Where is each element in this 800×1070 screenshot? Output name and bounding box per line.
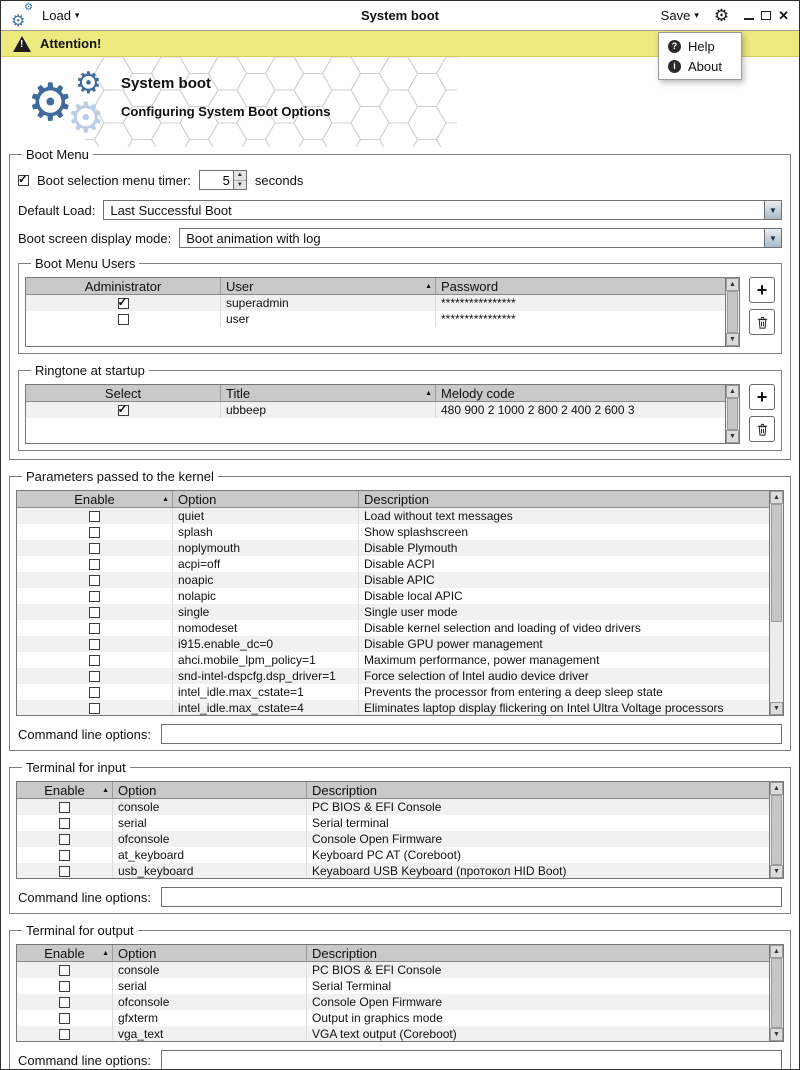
ringtone-group [18, 363, 782, 451]
help-icon: ? [668, 40, 681, 53]
title-cell: ubbeep [221, 402, 436, 418]
sort-asc-icon: ▲ [425, 283, 432, 290]
option-cell: intel_idle.max_cstate=1 [173, 684, 359, 700]
enable-checkbox[interactable] [89, 511, 100, 522]
column-header-description[interactable]: Description [312, 782, 378, 798]
option-cell: console [113, 962, 307, 978]
description-cell: Console Open Firmware [312, 832, 443, 846]
terminal-input-row[interactable] [17, 847, 769, 863]
display-mode-value: Boot animation with log [186, 230, 321, 246]
option-cell: ahci.mobile_lpm_policy=1 [173, 652, 359, 668]
add-user-button[interactable] [749, 277, 775, 303]
timer-value-input[interactable] [200, 171, 233, 189]
ringtone-table [25, 384, 740, 444]
description-cell: Output in graphics mode [312, 1011, 443, 1025]
column-header-password[interactable]: Password [441, 278, 499, 294]
terminal-output-scrollbar[interactable] [769, 945, 783, 1041]
scroll-thumb[interactable] [771, 795, 782, 865]
melody-cell: 480 900 2 1000 2 800 2 400 2 600 3 [441, 403, 635, 417]
kernel-cmdline-label: Command line options: [18, 726, 151, 742]
user-row[interactable] [26, 311, 725, 327]
spin-up-icon[interactable]: ▲ [234, 171, 246, 181]
settings-popup-menu [658, 32, 742, 80]
column-header-administrator[interactable]: Administrator [26, 278, 221, 294]
user-cell: user [221, 311, 436, 327]
password-cell: **************** [441, 312, 516, 326]
about-icon: i [668, 60, 681, 73]
option-cell: i915.enable_dc=0 [173, 636, 359, 652]
add-ringtone-button[interactable] [749, 384, 775, 410]
scroll-up-icon[interactable]: ▲ [770, 491, 783, 504]
display-mode-dropdown[interactable] [179, 228, 782, 248]
kernel-params-group [9, 469, 791, 751]
option-cell: serial [113, 978, 307, 994]
scroll-thumb[interactable] [727, 291, 738, 333]
terminal-output-table-header [17, 945, 769, 962]
ringtone-table-body [26, 402, 725, 418]
description-cell: Disable kernel selection and loading of video drivers [364, 621, 641, 635]
option-cell: single [173, 604, 359, 620]
column-header-enable[interactable]: Enable ▲ [17, 945, 113, 961]
description-cell: VGA text output (Coreboot) [312, 1027, 457, 1041]
user-row[interactable] [26, 295, 725, 311]
gear-small-icon: ⚙ [75, 67, 102, 100]
column-header-title[interactable]: Title ▲ [221, 385, 436, 401]
enable-checkbox[interactable] [89, 703, 100, 714]
sort-asc-icon: ▲ [102, 787, 109, 794]
plus-icon: + [756, 280, 768, 300]
save-menu-label: Save [660, 8, 691, 23]
description-cell: Serial Terminal [312, 979, 392, 993]
enable-checkbox[interactable] [59, 1013, 70, 1024]
gear-small-icon: ⚙ [24, 1, 33, 13]
table-filler [26, 327, 725, 346]
option-cell: ofconsole [113, 831, 307, 847]
enable-checkbox[interactable] [89, 591, 100, 602]
kernel-param-row[interactable] [17, 684, 769, 700]
close-icon[interactable]: ✕ [778, 8, 789, 23]
boot-menu-users-group [18, 256, 782, 354]
scroll-up-icon[interactable]: ▲ [726, 278, 739, 291]
terminal-input-scrollbar[interactable] [769, 782, 783, 878]
enable-checkbox[interactable] [59, 981, 70, 992]
settings-gear-icon[interactable]: ⚙ [713, 6, 730, 25]
description-cell: Single user mode [364, 605, 458, 619]
scroll-thumb[interactable] [727, 398, 738, 430]
scroll-up-icon[interactable]: ▲ [770, 782, 783, 795]
terminal-input-cmdline-input[interactable] [161, 887, 782, 907]
password-cell: **************** [441, 296, 516, 310]
menu-item-about[interactable] [659, 56, 741, 76]
default-load-label: Default Load: [18, 202, 96, 218]
option-cell: snd-intel-dspcfg.dsp_driver=1 [173, 668, 359, 684]
enable-checkbox[interactable] [89, 671, 100, 682]
enable-checkbox[interactable] [89, 527, 100, 538]
ringtone-table-header [26, 385, 725, 402]
enable-checkbox[interactable] [89, 543, 100, 554]
option-cell: noplymouth [173, 540, 359, 556]
page-subtitle: Configuring System Boot Options [121, 104, 331, 119]
ringtone-row[interactable] [26, 402, 725, 418]
description-cell: Console Open Firmware [312, 995, 443, 1009]
terminal-input-row[interactable] [17, 799, 769, 815]
option-cell: acpi=off [173, 556, 359, 572]
boot-menu-legend: Boot Menu [26, 147, 89, 162]
sort-asc-icon: ▲ [425, 390, 432, 397]
select-checkbox[interactable] [118, 405, 129, 416]
terminal-input-row[interactable] [17, 831, 769, 847]
enable-checkbox[interactable] [59, 1029, 70, 1040]
gear-icon: ⚙ [11, 12, 26, 30]
attention-label: Attention! [40, 36, 102, 51]
app-gears-icon [11, 1, 35, 30]
trash-icon [755, 422, 770, 437]
enable-checkbox[interactable] [89, 623, 100, 634]
table-filler [26, 418, 725, 443]
description-cell: Keyaboard USB Keyboard (протокол HID Boot) [312, 864, 567, 878]
description-cell: Prevents the processor from entering a deep sleep state [364, 685, 663, 699]
menu-item-help[interactable] [659, 36, 741, 56]
enable-checkbox[interactable] [59, 850, 70, 861]
users-table-header [26, 278, 725, 295]
column-header-user[interactable]: User ▲ [221, 278, 436, 294]
description-cell: Serial terminal [312, 816, 389, 830]
users-table-body [26, 295, 725, 327]
delete-ringtone-button[interactable] [749, 416, 775, 442]
description-cell: Disable APIC [364, 573, 435, 587]
kernel-param-row[interactable] [17, 620, 769, 636]
timer-spinner [199, 170, 247, 190]
option-cell: nomodeset [173, 620, 359, 636]
option-cell: serial [113, 815, 307, 831]
enable-checkbox[interactable] [89, 575, 100, 586]
administrator-checkbox[interactable] [118, 298, 129, 309]
terminal-output-row[interactable] [17, 1026, 769, 1041]
enable-checkbox[interactable] [89, 655, 100, 666]
default-load-value: Last Successful Boot [110, 202, 232, 218]
enable-checkbox[interactable] [89, 607, 100, 618]
scroll-down-icon[interactable]: ▼ [770, 702, 783, 715]
kernel-scrollbar[interactable] [769, 491, 783, 715]
terminal-output-group [9, 923, 791, 1070]
kernel-param-row[interactable] [17, 588, 769, 604]
kernel-table-header [17, 491, 769, 508]
terminal-input-row[interactable] [17, 815, 769, 831]
option-cell: splash [173, 524, 359, 540]
boot-menu-group [9, 147, 791, 460]
kernel-param-row[interactable] [17, 524, 769, 540]
display-mode-label: Boot screen display mode: [18, 230, 172, 246]
terminal-input-row[interactable] [17, 863, 769, 878]
description-cell: Force selection of Intel audio device driver [364, 669, 589, 683]
title-bar [1, 1, 799, 31]
enable-checkbox[interactable] [59, 997, 70, 1008]
warning-icon: ! [13, 36, 31, 52]
delete-user-button[interactable] [749, 309, 775, 335]
column-header-description[interactable]: Description [364, 491, 430, 507]
scroll-down-icon[interactable]: ▼ [726, 430, 739, 443]
kernel-param-row[interactable] [17, 652, 769, 668]
description-cell: Load without text messages [364, 509, 513, 523]
option-cell: at_keyboard [113, 847, 307, 863]
description-cell: Eliminates laptop display flickering on Intel Ultra Voltage processors [364, 701, 724, 715]
enable-checkbox[interactable] [59, 965, 70, 976]
maximize-icon[interactable] [761, 11, 771, 20]
page-title: System boot [121, 75, 212, 92]
terminal-output-row[interactable] [17, 978, 769, 994]
option-cell: intel_idle.max_cstate=4 [173, 700, 359, 715]
description-cell: Maximum performance, power management [364, 653, 600, 667]
sort-asc-icon: ▲ [102, 950, 109, 957]
description-cell: Disable GPU power management [364, 637, 543, 651]
description-cell: Disable ACPI [364, 557, 435, 571]
ringtone-scrollbar[interactable] [725, 385, 739, 443]
enable-checkbox[interactable] [89, 687, 100, 698]
kernel-param-row[interactable] [17, 636, 769, 652]
app-logo [27, 67, 123, 143]
option-cell: console [113, 799, 307, 815]
terminal-input-table-header [17, 782, 769, 799]
description-cell: Disable local APIC [364, 589, 463, 603]
enable-checkbox[interactable] [59, 818, 70, 829]
users-legend: Boot Menu Users [35, 256, 136, 271]
scroll-track[interactable] [770, 622, 783, 702]
terminal-input-table-body [17, 799, 769, 878]
column-header-enable[interactable]: Enable ▲ [17, 491, 173, 507]
kernel-params-legend: Parameters passed to the kernel [26, 469, 214, 484]
description-cell: PC BIOS & EFI Console [312, 800, 442, 814]
users-table [25, 277, 740, 347]
scroll-thumb[interactable] [771, 504, 782, 622]
dropdown-arrow-icon[interactable]: ▼ [764, 201, 781, 219]
menu-item-about-label: About [688, 58, 722, 74]
minimize-icon[interactable] [744, 11, 754, 20]
load-menu-button[interactable] [42, 8, 79, 23]
scroll-thumb[interactable] [771, 958, 782, 1028]
terminal-output-row[interactable] [17, 994, 769, 1010]
terminal-input-group [9, 760, 791, 914]
scroll-up-icon[interactable]: ▲ [770, 945, 783, 958]
window-title: System boot [360, 8, 440, 23]
option-cell: vga_text [113, 1026, 307, 1041]
menu-item-help-label: Help [688, 38, 715, 54]
option-cell: ofconsole [113, 994, 307, 1010]
terminal-output-table [16, 944, 784, 1042]
enable-checkbox[interactable] [59, 802, 70, 813]
column-header-enable[interactable]: Enable ▲ [17, 782, 113, 798]
column-header-option[interactable]: Option [113, 782, 307, 798]
plus-icon: + [756, 387, 768, 407]
terminal-output-cmdline-input[interactable] [161, 1050, 782, 1070]
column-header-select[interactable]: Select [26, 385, 221, 401]
terminal-output-table-body [17, 962, 769, 1041]
chevron-down-icon: ▾ [694, 10, 699, 20]
user-cell: superadmin [221, 295, 436, 311]
load-menu-label: Load [42, 8, 71, 23]
option-cell: quiet [173, 508, 359, 524]
gear-large-icon: ⚙ [27, 74, 74, 132]
kernel-params-table [16, 490, 784, 716]
chevron-down-icon: ▾ [74, 10, 80, 20]
save-menu-button[interactable] [661, 8, 699, 23]
option-cell: usb_keyboard [113, 863, 307, 878]
users-scrollbar[interactable] [725, 278, 739, 346]
kernel-param-row[interactable] [17, 668, 769, 684]
enable-checkbox[interactable] [89, 559, 100, 570]
terminal-input-legend: Terminal for input [26, 760, 126, 775]
terminal-input-table [16, 781, 784, 879]
default-load-dropdown[interactable] [103, 200, 782, 220]
terminal-output-row[interactable] [17, 962, 769, 978]
kernel-param-row[interactable] [17, 700, 769, 715]
column-header-option[interactable]: Option [113, 945, 307, 961]
description-cell: Disable Plymouth [364, 541, 458, 555]
terminal-output-cmdline-label: Command line options: [18, 1052, 151, 1068]
kernel-cmdline-input[interactable] [161, 724, 782, 744]
sort-asc-icon: ▲ [162, 496, 169, 503]
kernel-param-row[interactable] [17, 540, 769, 556]
column-header-description[interactable]: Description [312, 945, 378, 961]
timer-checkbox[interactable] [18, 175, 29, 186]
scroll-down-icon[interactable]: ▼ [726, 333, 739, 346]
column-header-option[interactable]: Option [173, 491, 359, 507]
gear-shadow-icon: ⚙ [67, 94, 105, 141]
enable-checkbox[interactable] [59, 834, 70, 845]
kernel-param-row[interactable] [17, 556, 769, 572]
kernel-param-row[interactable] [17, 604, 769, 620]
scroll-down-icon[interactable]: ▼ [770, 865, 783, 878]
description-cell: Show splashscreen [364, 525, 469, 539]
terminal-output-row[interactable] [17, 1010, 769, 1026]
option-cell: gfxterm [113, 1010, 307, 1026]
timer-label: Boot selection menu timer: [37, 172, 191, 188]
scroll-up-icon[interactable]: ▲ [726, 385, 739, 398]
description-cell: Keyboard PC AT (Coreboot) [312, 848, 461, 862]
kernel-param-row[interactable] [17, 572, 769, 588]
terminal-output-legend: Terminal for output [26, 923, 134, 938]
timer-unit-label: seconds [254, 172, 304, 188]
column-header-melody[interactable]: Melody code [441, 385, 515, 401]
spin-down-icon[interactable]: ▼ [234, 181, 246, 190]
terminal-input-cmdline-label: Command line options: [18, 889, 151, 905]
kernel-table-body [17, 508, 769, 715]
kernel-param-row[interactable] [17, 508, 769, 524]
administrator-checkbox[interactable] [118, 314, 129, 325]
description-cell: PC BIOS & EFI Console [312, 963, 442, 977]
ringtone-legend: Ringtone at startup [35, 363, 145, 378]
enable-checkbox[interactable] [89, 639, 100, 650]
option-cell: nolapic [173, 588, 359, 604]
dropdown-arrow-icon[interactable]: ▼ [764, 229, 781, 247]
enable-checkbox[interactable] [59, 866, 70, 877]
trash-icon [755, 315, 770, 330]
option-cell: noapic [173, 572, 359, 588]
scroll-down-icon[interactable]: ▼ [770, 1028, 783, 1041]
